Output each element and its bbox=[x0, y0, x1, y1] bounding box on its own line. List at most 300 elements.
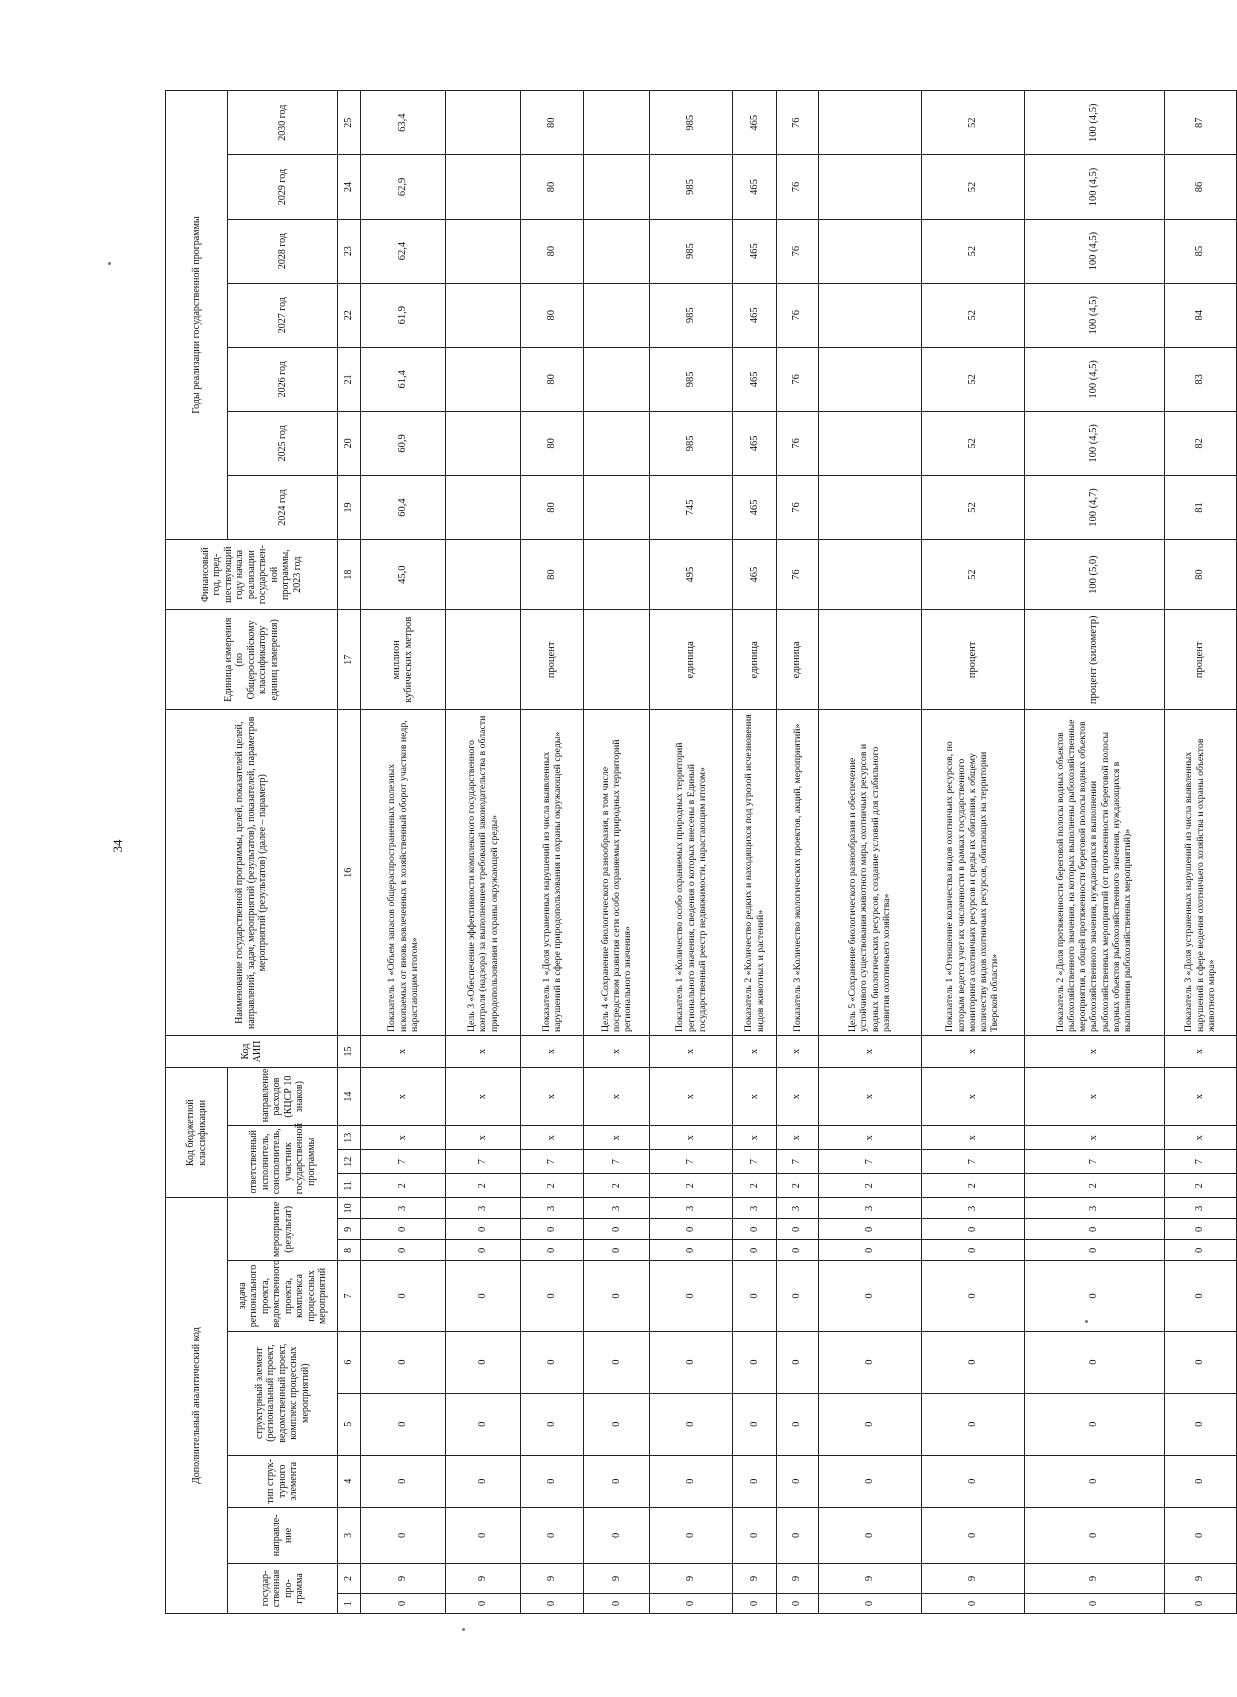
code-cell: 0 bbox=[520, 1219, 584, 1240]
column-number: 22 bbox=[338, 283, 361, 347]
code-cell: 0 bbox=[921, 1219, 1024, 1240]
column-number: 20 bbox=[338, 411, 361, 475]
code-cell: 0 bbox=[446, 1331, 520, 1393]
code-cell: 0 bbox=[584, 1261, 650, 1331]
header-structural-element: структурный элемент (региональный проект, ведомственный проект, комплекс процессных мероприятий) bbox=[228, 1331, 338, 1455]
code-cell: 9 bbox=[921, 1563, 1024, 1593]
code-cell: 3 bbox=[446, 1198, 520, 1219]
year-value: 80 bbox=[520, 411, 584, 475]
year-value: 985 bbox=[650, 91, 733, 155]
unit-cell bbox=[446, 610, 520, 710]
table-row bbox=[446, 91, 520, 1614]
code-cell: 0 bbox=[1024, 1393, 1164, 1455]
column-number: 6 bbox=[338, 1331, 361, 1393]
code-cell: 0 bbox=[650, 1240, 733, 1261]
year-value: 100 (4,5) bbox=[1024, 155, 1164, 219]
base-year-value: 52 bbox=[921, 540, 1024, 610]
year-value: 87 bbox=[1164, 91, 1236, 155]
code-cell: 7 bbox=[921, 1150, 1024, 1174]
code-cell: 0 bbox=[1164, 1219, 1236, 1240]
header-year-2028: 2028 год bbox=[228, 219, 338, 283]
code-cell: 2 bbox=[650, 1174, 733, 1198]
code-cell: 9 bbox=[818, 1563, 921, 1593]
year-value: 985 bbox=[650, 155, 733, 219]
code-cell: 7 bbox=[584, 1150, 650, 1174]
code-cell: 0 bbox=[1164, 1393, 1236, 1455]
code-cell: 0 bbox=[520, 1240, 584, 1261]
code-cell: х bbox=[818, 1068, 921, 1126]
code-cell: х bbox=[1164, 1068, 1236, 1126]
code-cell: х bbox=[584, 1126, 650, 1150]
unit-cell: процент bbox=[520, 610, 584, 710]
year-value bbox=[818, 91, 921, 155]
unit-cell: единица bbox=[777, 610, 819, 710]
header-year-2030: 2030 год bbox=[228, 91, 338, 155]
unit-cell: процент (километр) bbox=[1024, 610, 1164, 710]
code-cell: 7 bbox=[818, 1150, 921, 1174]
year-value: 80 bbox=[520, 219, 584, 283]
code-cell: 0 bbox=[818, 1393, 921, 1455]
code-cell: х bbox=[777, 1068, 819, 1126]
code-cell: 0 bbox=[1024, 1593, 1164, 1613]
code-cell: 0 bbox=[777, 1261, 819, 1331]
base-year-value: 45,0 bbox=[360, 540, 445, 610]
year-value bbox=[818, 411, 921, 475]
code-cell: 0 bbox=[777, 1507, 819, 1563]
column-number: 14 bbox=[338, 1068, 361, 1126]
year-value bbox=[446, 475, 520, 539]
indicator-name: Цель 5 «Сохранение биологического разнообразия и обеспечение устойчивого существования животного мира, охотничьих ресурсов и водных биологических ресурсов, создание условий для стабильного развития охотничьего хозяйства» bbox=[818, 710, 921, 1036]
code-cell: 0 bbox=[733, 1261, 777, 1331]
code-cell: 0 bbox=[921, 1240, 1024, 1261]
code-cell: 0 bbox=[1024, 1331, 1164, 1393]
code-cell: 0 bbox=[520, 1261, 584, 1331]
code-cell: 9 bbox=[360, 1563, 445, 1593]
year-value: 80 bbox=[520, 283, 584, 347]
unit-cell: процент bbox=[1164, 610, 1236, 710]
code-cell: 7 bbox=[1024, 1150, 1164, 1174]
year-value: 465 bbox=[733, 411, 777, 475]
code-cell: 0 bbox=[520, 1393, 584, 1455]
header-state-program: государ-ственная про-грамма bbox=[228, 1563, 338, 1613]
year-value: 80 bbox=[520, 347, 584, 411]
year-value: 85 bbox=[1164, 219, 1236, 283]
year-value bbox=[446, 283, 520, 347]
year-value: 52 bbox=[921, 219, 1024, 283]
code-cell: 2 bbox=[777, 1174, 819, 1198]
aip-cell: х bbox=[1164, 1036, 1236, 1068]
column-number: 23 bbox=[338, 219, 361, 283]
code-cell: 2 bbox=[733, 1174, 777, 1198]
year-value: 745 bbox=[650, 475, 733, 539]
code-cell: 0 bbox=[777, 1240, 819, 1261]
code-cell: 0 bbox=[1024, 1219, 1164, 1240]
code-cell: 0 bbox=[446, 1507, 520, 1563]
year-value bbox=[818, 475, 921, 539]
indicator-name: Показатель 3 «Доля устраненных нарушений из числа выявленных нарушений в сфере ведения охотничьего хозяйства и охраны объектов животного мира» bbox=[1164, 710, 1236, 1036]
base-year-value: 465 bbox=[733, 540, 777, 610]
base-year-value bbox=[446, 540, 520, 610]
year-value bbox=[584, 283, 650, 347]
base-year-value: 80 bbox=[1164, 540, 1236, 610]
year-value: 60,9 bbox=[360, 411, 445, 475]
code-cell: х bbox=[584, 1068, 650, 1126]
header-expense-direction: направление расходов (КЦСР 10 знаков) bbox=[228, 1068, 338, 1126]
year-value: 76 bbox=[777, 155, 819, 219]
code-cell: 0 bbox=[733, 1455, 777, 1507]
year-value: 100 (4,5) bbox=[1024, 283, 1164, 347]
code-cell: 0 bbox=[777, 1393, 819, 1455]
column-number: 11 bbox=[338, 1174, 361, 1198]
column-number: 13 bbox=[338, 1126, 361, 1150]
code-cell: 0 bbox=[777, 1219, 819, 1240]
year-value: 52 bbox=[921, 283, 1024, 347]
code-cell: 0 bbox=[446, 1593, 520, 1613]
code-cell: 0 bbox=[650, 1331, 733, 1393]
base-year-value: 76 bbox=[777, 540, 819, 610]
code-cell: 0 bbox=[650, 1219, 733, 1240]
code-cell: 9 bbox=[1024, 1563, 1164, 1593]
indicator-name: Показатель 1 «Количество особо охраняемых природных территорий регионального значения, сведения о которых внесены в Единый государственный реестр недвижимости, нарастающим итогом» bbox=[650, 710, 733, 1036]
column-number: 10 bbox=[338, 1198, 361, 1219]
unit-cell: единица bbox=[650, 610, 733, 710]
year-value: 84 bbox=[1164, 283, 1236, 347]
column-number-row bbox=[338, 91, 361, 1614]
indicator-name: Показатель 2 «Количество редких и находящихся под угрозой исчезновения видов животных и растений» bbox=[733, 710, 777, 1036]
year-value: 61,4 bbox=[360, 347, 445, 411]
header-event: мероприятие (результат) bbox=[228, 1198, 338, 1261]
code-cell: 7 bbox=[1164, 1150, 1236, 1174]
code-cell: 0 bbox=[1024, 1455, 1164, 1507]
code-cell: 0 bbox=[818, 1240, 921, 1261]
unit-cell bbox=[818, 610, 921, 710]
year-value bbox=[818, 347, 921, 411]
base-year-value bbox=[584, 540, 650, 610]
indicator-name: Цель 3 «Обеспечение эффективности комплексного государственного контроля (надзора) за выполнением требований законодательства в области природопользования и охраны окружающей среды» bbox=[446, 710, 520, 1036]
year-value: 76 bbox=[777, 347, 819, 411]
code-cell: 0 bbox=[1164, 1455, 1236, 1507]
code-cell: 0 bbox=[818, 1507, 921, 1563]
base-year-value: 80 bbox=[520, 540, 584, 610]
code-cell: 0 bbox=[777, 1593, 819, 1613]
table-row bbox=[777, 91, 819, 1614]
code-cell: 0 bbox=[733, 1507, 777, 1563]
table-row bbox=[650, 91, 733, 1614]
year-value: 52 bbox=[921, 91, 1024, 155]
code-cell: 0 bbox=[818, 1593, 921, 1613]
code-cell: 0 bbox=[584, 1507, 650, 1563]
year-value bbox=[446, 155, 520, 219]
code-cell: 2 bbox=[818, 1174, 921, 1198]
code-cell: 0 bbox=[777, 1331, 819, 1393]
code-cell: 3 bbox=[1024, 1198, 1164, 1219]
indicator-name: Показатель 1 «Отношение количества видов охотничьих ресурсов, по которым ведется учет их численности в рамках государственного мониторинга охотничьих ресурсов и среды их обитания, к общему количеству видов охотничьих ресурсов, обитающих на территории Тверской области» bbox=[921, 710, 1024, 1036]
year-value: 60,4 bbox=[360, 475, 445, 539]
table-row bbox=[921, 91, 1024, 1614]
year-value: 100 (4,5) bbox=[1024, 91, 1164, 155]
code-cell: 3 bbox=[1164, 1198, 1236, 1219]
code-cell: 0 bbox=[1164, 1507, 1236, 1563]
code-cell: 0 bbox=[818, 1219, 921, 1240]
header-year-2025: 2025 год bbox=[228, 411, 338, 475]
table-row bbox=[360, 91, 445, 1614]
column-number: 3 bbox=[338, 1507, 361, 1563]
year-value: 62,9 bbox=[360, 155, 445, 219]
aip-cell: х bbox=[360, 1036, 445, 1068]
aip-cell: х bbox=[584, 1036, 650, 1068]
code-cell: 3 bbox=[360, 1198, 445, 1219]
year-value: 61,9 bbox=[360, 283, 445, 347]
year-value: 76 bbox=[777, 283, 819, 347]
code-cell: х bbox=[520, 1068, 584, 1126]
table-row bbox=[818, 91, 921, 1614]
code-cell: х bbox=[360, 1126, 445, 1150]
header-year-2029: 2029 год bbox=[228, 155, 338, 219]
code-cell: 0 bbox=[1024, 1261, 1164, 1331]
header-year-2027: 2027 год bbox=[228, 283, 338, 347]
code-cell: 0 bbox=[360, 1331, 445, 1393]
year-value: 62,4 bbox=[360, 219, 445, 283]
year-value bbox=[818, 283, 921, 347]
code-cell: х bbox=[1164, 1126, 1236, 1150]
indicator-name: Показатель 1 «Доля устраненных нарушений из числа выявленных нарушений в сфере природопользования и охраны окружающей среды» bbox=[520, 710, 584, 1036]
year-value: 465 bbox=[733, 155, 777, 219]
column-number: 9 bbox=[338, 1219, 361, 1240]
code-cell: 2 bbox=[520, 1174, 584, 1198]
unit-cell: миллион кубических метров bbox=[360, 610, 445, 710]
column-number: 1 bbox=[338, 1593, 361, 1613]
base-year-value bbox=[818, 540, 921, 610]
year-value: 80 bbox=[520, 91, 584, 155]
code-cell: 9 bbox=[584, 1563, 650, 1593]
column-number: 25 bbox=[338, 91, 361, 155]
column-number: 4 bbox=[338, 1455, 361, 1507]
code-cell: 0 bbox=[818, 1455, 921, 1507]
code-cell: 0 bbox=[733, 1219, 777, 1240]
year-value: 52 bbox=[921, 411, 1024, 475]
year-value: 465 bbox=[733, 475, 777, 539]
code-cell: 0 bbox=[818, 1261, 921, 1331]
code-cell: 0 bbox=[1164, 1593, 1236, 1613]
code-cell: 0 bbox=[584, 1331, 650, 1393]
code-cell: х bbox=[1024, 1068, 1164, 1126]
header-task: задача регионального проекта, ведомственного проекта, комплекса процессных мероприятий bbox=[228, 1261, 338, 1331]
code-cell: 3 bbox=[584, 1198, 650, 1219]
column-number: 18 bbox=[338, 540, 361, 610]
code-cell: 0 bbox=[360, 1219, 445, 1240]
code-cell: 0 bbox=[1164, 1261, 1236, 1331]
header-budget-code: Код бюджетной классификации bbox=[166, 1068, 228, 1198]
code-cell: х bbox=[733, 1068, 777, 1126]
column-number: 2 bbox=[338, 1563, 361, 1593]
header-year-2024: 2024 год bbox=[228, 475, 338, 539]
code-cell: 2 bbox=[1024, 1174, 1164, 1198]
code-cell: 9 bbox=[520, 1563, 584, 1593]
year-value: 465 bbox=[733, 283, 777, 347]
code-cell: 3 bbox=[777, 1198, 819, 1219]
code-cell: х bbox=[921, 1126, 1024, 1150]
aip-cell: х bbox=[818, 1036, 921, 1068]
code-cell: 2 bbox=[921, 1174, 1024, 1198]
year-value: 80 bbox=[520, 475, 584, 539]
indicator-name: Показатель 1 «Объем запасов общераспространенных полезных ископаемых от вновь вовлеченных в хозяйственный оборот участков недр, нарастающим итогом» bbox=[360, 710, 445, 1036]
code-cell: 0 bbox=[360, 1455, 445, 1507]
code-cell: 0 bbox=[733, 1593, 777, 1613]
code-cell: 3 bbox=[818, 1198, 921, 1219]
year-value bbox=[818, 155, 921, 219]
header-base-year: Финансовый год, пред-шествующий году начала реализации государствен-ной программы, 2023 год bbox=[166, 540, 338, 610]
code-cell: 9 bbox=[1164, 1563, 1236, 1593]
code-cell: х bbox=[818, 1126, 921, 1150]
code-cell: 0 bbox=[584, 1593, 650, 1613]
year-value: 52 bbox=[921, 347, 1024, 411]
code-cell: х bbox=[446, 1068, 520, 1126]
code-cell: 7 bbox=[446, 1150, 520, 1174]
code-cell: 7 bbox=[733, 1150, 777, 1174]
code-cell: 0 bbox=[584, 1455, 650, 1507]
year-value: 985 bbox=[650, 411, 733, 475]
year-value: 76 bbox=[777, 475, 819, 539]
year-value: 76 bbox=[777, 219, 819, 283]
code-cell: 0 bbox=[650, 1455, 733, 1507]
year-value: 100 (4,7) bbox=[1024, 475, 1164, 539]
page-number: 34 bbox=[110, 839, 125, 853]
code-cell: 0 bbox=[818, 1331, 921, 1393]
unit-cell bbox=[584, 610, 650, 710]
header-element-type: тип струк-турного элемента bbox=[228, 1455, 338, 1507]
year-value: 465 bbox=[733, 347, 777, 411]
aip-cell: х bbox=[777, 1036, 819, 1068]
year-value: 83 bbox=[1164, 347, 1236, 411]
code-cell: 0 bbox=[360, 1261, 445, 1331]
base-year-value: 100 (5,0) bbox=[1024, 540, 1164, 610]
code-cell: 0 bbox=[446, 1240, 520, 1261]
code-cell: 9 bbox=[733, 1563, 777, 1593]
year-value: 52 bbox=[921, 155, 1024, 219]
year-value: 81 bbox=[1164, 475, 1236, 539]
unit-cell: единица bbox=[733, 610, 777, 710]
code-cell: 3 bbox=[650, 1198, 733, 1219]
table-row bbox=[1164, 91, 1236, 1614]
code-cell: х bbox=[777, 1126, 819, 1150]
indicator-name: Показатель 2 «Доля протяженности береговой полосы водных объектов рыбохозяйственного значения, на которых выполнены рыбохозяйственные мероприятия, в общей протяженности береговой полосы водных объектов рыбохозяйственного значения, нуждающихся в выполнении рыбохозяйственных мероприятий (от протяженности береговой полосы водных объектов рыбохозяйственного значения, нуждающихся в выполнении рыбохозяйственных мероприятий)» bbox=[1024, 710, 1164, 1036]
code-cell: 0 bbox=[446, 1393, 520, 1455]
code-cell: 0 bbox=[360, 1593, 445, 1613]
table-row bbox=[520, 91, 584, 1614]
base-year-value: 495 bbox=[650, 540, 733, 610]
code-cell: 2 bbox=[584, 1174, 650, 1198]
header-additional-code: Дополнительный аналитический код bbox=[166, 1198, 228, 1614]
code-cell: 0 bbox=[650, 1393, 733, 1455]
year-value: 76 bbox=[777, 411, 819, 475]
code-cell: 0 bbox=[650, 1261, 733, 1331]
program-indicators-table bbox=[165, 90, 1237, 1614]
code-cell: 2 bbox=[446, 1174, 520, 1198]
column-number: 5 bbox=[338, 1393, 361, 1455]
code-cell: 0 bbox=[921, 1393, 1024, 1455]
year-value bbox=[446, 219, 520, 283]
code-cell: х bbox=[446, 1126, 520, 1150]
header-direction: направле-ние bbox=[228, 1507, 338, 1563]
rotated-table-frame bbox=[165, 90, 1237, 1614]
code-cell: 0 bbox=[520, 1331, 584, 1393]
aip-cell: х bbox=[733, 1036, 777, 1068]
year-value: 465 bbox=[733, 91, 777, 155]
code-cell: 0 bbox=[360, 1240, 445, 1261]
year-value: 80 bbox=[520, 155, 584, 219]
year-value bbox=[584, 475, 650, 539]
code-cell: 0 bbox=[520, 1593, 584, 1613]
year-value bbox=[584, 411, 650, 475]
year-value bbox=[584, 91, 650, 155]
code-cell: 0 bbox=[921, 1593, 1024, 1613]
year-value: 63,4 bbox=[360, 91, 445, 155]
year-value: 100 (4,5) bbox=[1024, 219, 1164, 283]
code-cell: 0 bbox=[446, 1455, 520, 1507]
year-value bbox=[818, 219, 921, 283]
table-row bbox=[733, 91, 777, 1614]
header-unit: Единица измерения (по Общероссийскому классификатору единиц измерения) bbox=[166, 610, 338, 710]
code-cell: 0 bbox=[360, 1393, 445, 1455]
code-cell: х bbox=[650, 1068, 733, 1126]
scan-speck bbox=[462, 1628, 465, 1631]
year-value: 985 bbox=[650, 347, 733, 411]
column-number: 12 bbox=[338, 1150, 361, 1174]
code-cell: 3 bbox=[520, 1198, 584, 1219]
header-year-2026: 2026 год bbox=[228, 347, 338, 411]
code-cell: 0 bbox=[360, 1507, 445, 1563]
indicator-name: Показатель 3 «Количество экологических проектов, акций, мероприятий» bbox=[777, 710, 819, 1036]
aip-cell: х bbox=[921, 1036, 1024, 1068]
aip-cell: х bbox=[520, 1036, 584, 1068]
year-value: 82 bbox=[1164, 411, 1236, 475]
column-number: 15 bbox=[338, 1036, 361, 1068]
code-cell: 3 bbox=[921, 1198, 1024, 1219]
scan-speck bbox=[108, 262, 111, 265]
code-cell: 0 bbox=[921, 1331, 1024, 1393]
column-number: 24 bbox=[338, 155, 361, 219]
table-body bbox=[338, 91, 1237, 1614]
year-value bbox=[446, 347, 520, 411]
code-cell: 0 bbox=[1024, 1240, 1164, 1261]
column-number: 16 bbox=[338, 710, 361, 1036]
code-cell: 0 bbox=[921, 1507, 1024, 1563]
year-value: 985 bbox=[650, 219, 733, 283]
column-number: 7 bbox=[338, 1261, 361, 1331]
code-cell: х bbox=[360, 1068, 445, 1126]
code-cell: 0 bbox=[520, 1507, 584, 1563]
rotated-page-container bbox=[165, 90, 1237, 1614]
code-cell: 2 bbox=[360, 1174, 445, 1198]
code-cell: 7 bbox=[650, 1150, 733, 1174]
code-cell: 9 bbox=[650, 1563, 733, 1593]
aip-cell: х bbox=[650, 1036, 733, 1068]
year-value bbox=[584, 155, 650, 219]
code-cell: 0 bbox=[921, 1455, 1024, 1507]
code-cell: 3 bbox=[733, 1198, 777, 1219]
code-cell: 0 bbox=[1024, 1507, 1164, 1563]
year-value: 86 bbox=[1164, 155, 1236, 219]
unit-cell: процент bbox=[921, 610, 1024, 710]
code-cell: х bbox=[650, 1126, 733, 1150]
code-cell: х bbox=[921, 1068, 1024, 1126]
column-number: 21 bbox=[338, 347, 361, 411]
code-cell: 0 bbox=[777, 1455, 819, 1507]
year-value: 76 bbox=[777, 91, 819, 155]
code-cell: х bbox=[520, 1126, 584, 1150]
code-cell: х bbox=[733, 1126, 777, 1150]
code-cell: 0 bbox=[1164, 1331, 1236, 1393]
